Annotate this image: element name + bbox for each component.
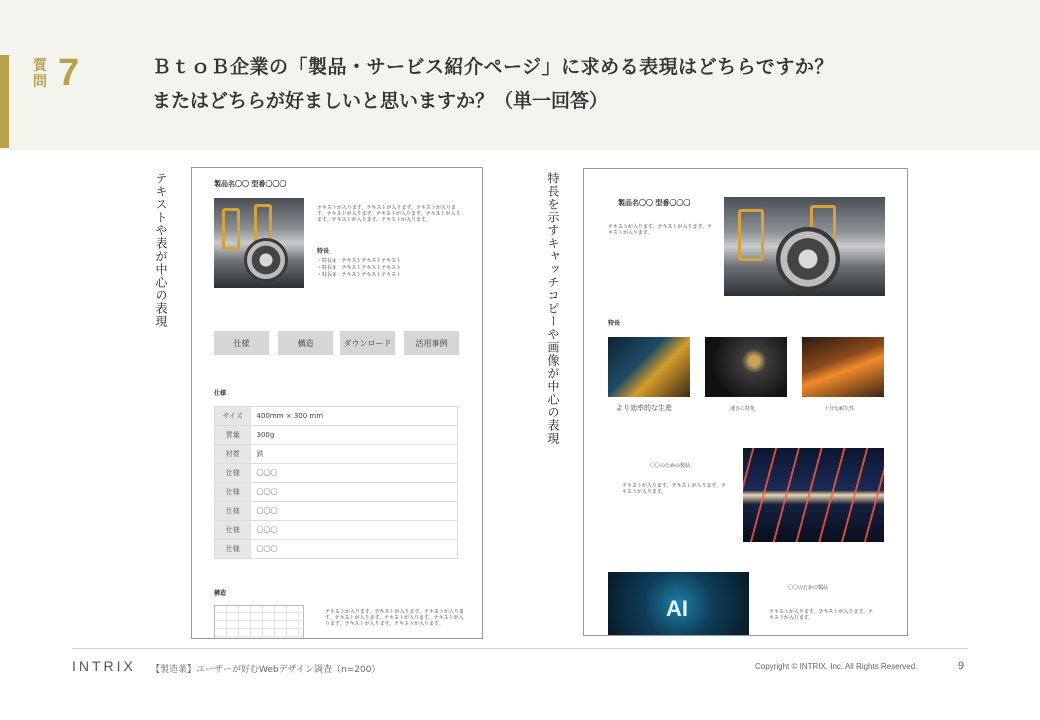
- question-number: 7: [58, 52, 80, 94]
- block2-text: テキストが入ります。テキストが入ります。テキストが入ります。: [769, 609, 874, 621]
- block1-heading: 〇〇のための製品: [650, 463, 691, 469]
- brand-logo: INTRIX: [72, 658, 136, 674]
- table-row: 仕様 〇〇〇: [215, 483, 458, 502]
- spec-heading: 仕様: [214, 390, 227, 397]
- tab-download: ダウンロード: [340, 331, 395, 355]
- tab-spec: 仕様: [214, 331, 269, 355]
- structure-text: テキストが入ります。テキストが入ります。テキストが入ります。テキストが入ります。テキストが入ります。テキストが入ります。テキストが入ります。テキストが入ります。: [325, 609, 464, 627]
- ai-photo: [608, 572, 749, 636]
- table-row: 質量 300g: [215, 426, 458, 445]
- table-row: 仕様 〇〇〇: [215, 502, 458, 521]
- factory-robot-photo: [608, 337, 690, 397]
- suspension-photo: [214, 198, 304, 288]
- structure-heading: 構造: [214, 590, 227, 597]
- feature-caption-2: 速さに特化: [730, 406, 756, 412]
- table-row: 材質 鉄: [215, 445, 458, 464]
- left-option-caption: テキストや表が中心の表現: [154, 172, 168, 328]
- left-mock-page: [191, 167, 483, 639]
- left-product-name: 製品名〇〇 型番〇〇〇: [214, 180, 287, 188]
- right-mock-page: [583, 168, 908, 636]
- table-row: サイズ 400mm × 300 mm: [215, 407, 458, 426]
- right-option-caption: 特長を示すキャッチコピーや画像が中心の表現: [546, 172, 560, 445]
- page-number: 9: [958, 660, 965, 672]
- forging-photo: [802, 337, 884, 397]
- left-feature-2: ・特長② テキストテキストテキスト: [317, 265, 402, 271]
- table-row: 仕様 〇〇〇: [215, 464, 458, 483]
- feature-caption-1: より効率的な生産: [616, 404, 672, 412]
- ai-label: AI: [666, 596, 688, 621]
- tab-structure: 構造: [278, 331, 333, 355]
- accent-bar: [0, 55, 9, 148]
- suspension-photo-large: [724, 197, 885, 296]
- right-body-text: テキストが入ります。テキストが入ります。テキストが入ります。: [608, 224, 713, 236]
- block1-text: テキストが入ります。テキストが入ります。テキストが入ります。: [622, 483, 727, 495]
- left-feature-1: ・特長① テキストテキストテキスト: [317, 258, 402, 264]
- drill-photo: [705, 337, 787, 397]
- right-features-heading: 特長: [608, 320, 621, 327]
- question-title-line1: ＢｔｏＢ企業の「製品・サービス紹介ページ」に求める表現はどちらですか？: [152, 56, 834, 78]
- table-row: 仕様 〇〇〇: [215, 521, 458, 540]
- block2-heading: 〇〇のための製品: [788, 585, 829, 591]
- right-product-name: 製品名〇〇 型番〇〇〇: [618, 199, 691, 207]
- spec-table: [214, 406, 458, 559]
- survey-note: 【製造業】ユーザーが好むWebデザイン調査（n=200）: [151, 665, 381, 675]
- highway-photo: [743, 448, 884, 542]
- blueprint-drawing: [214, 605, 304, 639]
- question-label: 質問: [33, 58, 47, 90]
- tab-use-cases: 活用事例: [404, 331, 459, 355]
- copyright: Copyright © INTRIX, Inc. All Rights Reserved.: [755, 662, 918, 671]
- left-body-text: テキストが入ります。テキストが入ります。テキストが入ります。テキストが入ります。テキストが入ります。テキストが入ります。テキストが入ります。テキストが入ります。: [317, 205, 461, 223]
- left-features-heading: 特長: [317, 248, 330, 255]
- feature-caption-3: 十分な耐久性: [824, 406, 855, 412]
- left-feature-3: ・特長③ テキストテキストテキスト: [317, 272, 402, 278]
- footer-divider: [72, 648, 968, 649]
- table-row: 仕様 〇〇〇: [215, 540, 458, 559]
- question-title-line2: またはどちらが好ましいと思いますか？（単一回答）: [152, 90, 609, 112]
